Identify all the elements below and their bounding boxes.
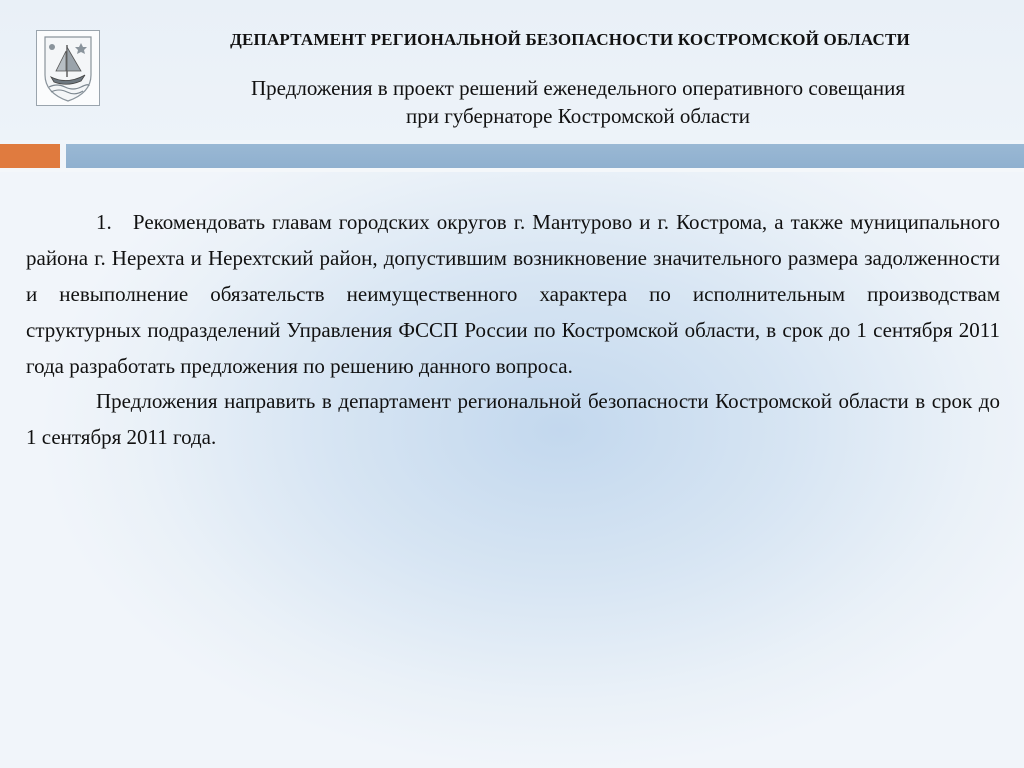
slide-header [0, 0, 1024, 140]
accent-bar-orange [0, 144, 60, 168]
slide-body [26, 204, 1000, 455]
submission-paragraph: Предложения направить в департамент региональной безопасности Костромской области в срок до 1 сентября 2011 года. [26, 389, 1000, 449]
recommendation-text: Рекомендовать главам городских округов г. Мантурово и г. Кострома, а также муниципального района г. Нерехта и Нерехтский район, допустившим возникновение значительного размера задолженности и невыполнение обязательств неимущественного характера по исполнительным производствам структурных подразделений Управления ФССП России по Костромской области, в срок до 1 сентября 2011 года разработать предложения по решению данного вопроса. [26, 210, 1001, 378]
accent-bar-blue [66, 144, 1024, 168]
slide-subtitle [140, 74, 1016, 130]
subtitle-line-2: при губернаторе Костромской области [405, 104, 751, 128]
department-title: ДЕПАРТАМЕНТ РЕГИОНАЛЬНОЙ БЕЗОПАСНОСТИ КОСТРОМСКОЙ ОБЛАСТИ [230, 30, 910, 49]
recommendation-paragraph [26, 204, 1000, 384]
kostroma-coat-of-arms-icon [36, 30, 100, 106]
item-number: 1. [96, 210, 112, 234]
divider-line [0, 168, 1024, 172]
subtitle-line-1: Предложения в проект решений еженедельного оперативного совещания [250, 76, 905, 100]
